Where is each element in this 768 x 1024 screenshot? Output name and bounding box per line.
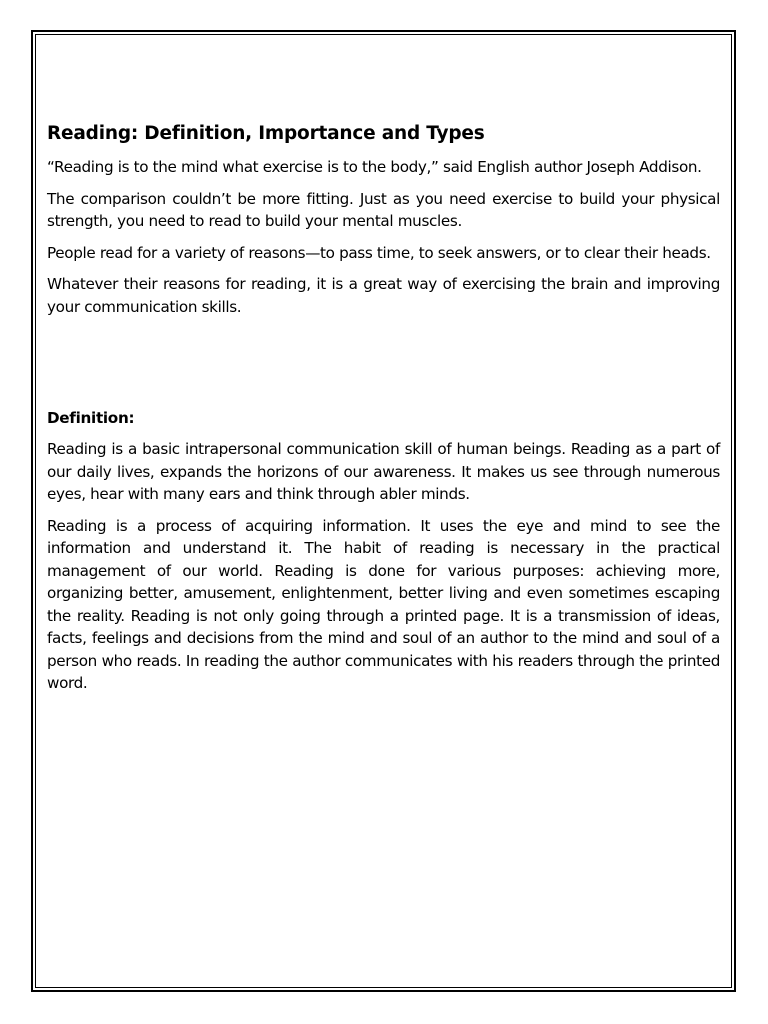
intro-paragraph-benefits: Whatever their reasons for reading, it is a great way of exercising the brain and improving your communication skills. xyxy=(47,275,720,316)
document-title: Reading: Definition, Importance and Types xyxy=(47,123,485,144)
intro-paragraph-quote: “Reading is to the mind what exercise is to the body,” said English author Joseph Addison. xyxy=(47,158,702,176)
definition-paragraph-1: Reading is a basic intrapersonal communication skill of human beings. Reading as a part of our daily lives, expands the horizons of our awareness. It makes us see through numerous eyes, hear with many ears and think through abler minds. xyxy=(47,440,720,503)
definition-paragraph-2: Reading is a process of acquiring information. It uses the eye and mind to see the information and understand it. The habit of reading is necessary in the practical management of our world. Reading is done for various purposes: achieving more, organizing better, amusement, enlightenment, better living and even sometimes escaping the reality. Reading is not only going through a printed page. It is a transmission of ideas, facts, feelings and decisions from the mind and soul of an author to the mind and soul of a person who reads. In reading the author communicates with his readers through the printed word. xyxy=(47,516,720,692)
document-body xyxy=(47,122,720,704)
intro-paragraph-reasons: People read for a variety of reasons—to pass time, to seek answers, or to clear their heads. xyxy=(47,243,711,262)
intro-paragraph-comparison: The comparison couldn’t be more fitting. Just as you need exercise to build your physical strength, you need to read to build your mental muscles. xyxy=(47,189,720,230)
section-spacer xyxy=(47,327,720,407)
definition-heading: Definition: xyxy=(47,409,135,427)
